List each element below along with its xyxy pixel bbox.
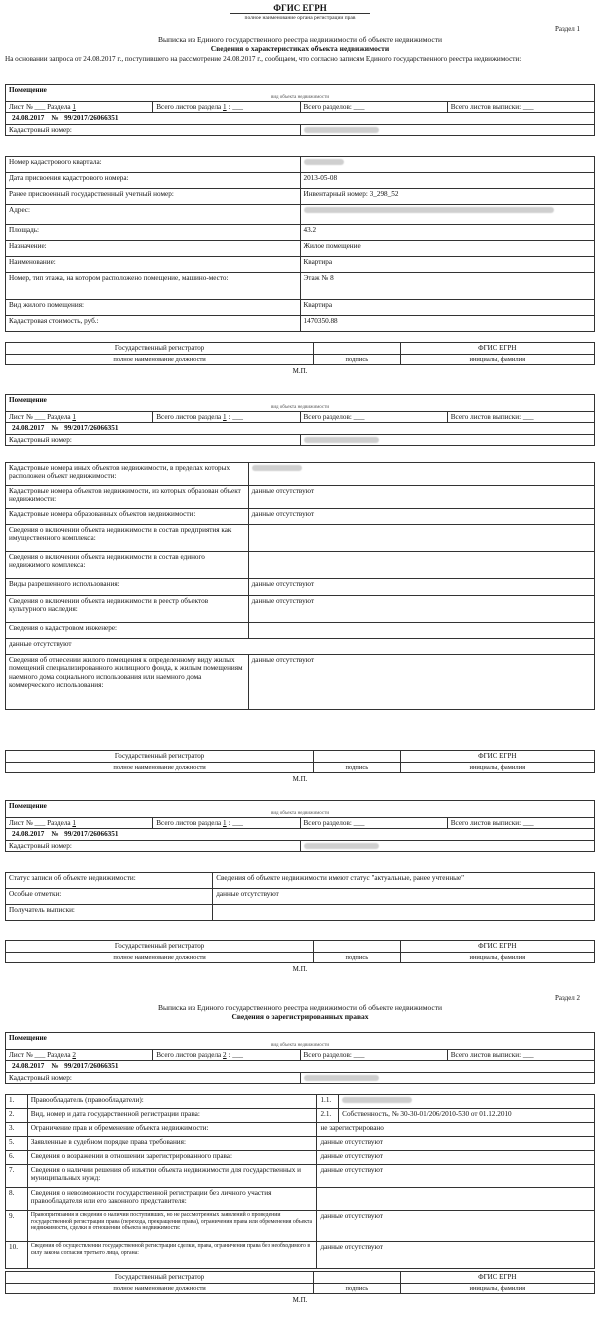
row-label: Назначение: xyxy=(6,241,301,257)
registrar-org: ФГИС ЕГРН xyxy=(400,941,594,953)
row-label: Сведения о включении объекта недвижимости в состав единого недвижимого комплекса: xyxy=(6,552,249,579)
row-num: 5. xyxy=(6,1137,28,1151)
cadastral-label: Кадастровый номер: xyxy=(6,840,301,851)
row-label: Сведения о возражении в отношении зарегистрированного права: xyxy=(27,1151,317,1165)
initials-caption: инициалы, фамилия xyxy=(400,355,594,365)
row-label: Особые отметки: xyxy=(6,889,213,905)
rights-row xyxy=(6,1165,595,1188)
row-value: 2013-05-08 xyxy=(300,173,595,189)
row-value xyxy=(248,623,594,639)
row-value xyxy=(300,205,595,225)
initials-caption: инициалы, фамилия xyxy=(400,763,594,773)
row-value: Квартира xyxy=(300,257,595,273)
row-note: данные отсутствуют xyxy=(6,639,595,655)
row-label: Кадастровые номера иных объектов недвижимости, в пределах которых расположен объект недвижимости: xyxy=(6,463,249,486)
row-label: Площадь: xyxy=(6,225,301,241)
status-row xyxy=(6,889,595,905)
row-value: Инвентарный номер: 3_298_52 xyxy=(300,189,595,205)
row-label: Ранее присвоенный государственный учетный номер: xyxy=(6,189,301,205)
row-num: 6. xyxy=(6,1151,28,1165)
object-header-block-4: Помещение вид объекта недвижимости Лист № ___ Раздела 2 Всего листов раздела 2 : ___ Всего разделов: ___ Всего листов выписки: ___ 24.08.2017 № 99/2017/26066351 Кадастровый номер: xyxy=(5,1032,595,1084)
page-subtitle: полное наименование органа регистрации прав xyxy=(244,15,356,21)
row-value xyxy=(213,905,595,921)
row-num: 9. xyxy=(6,1211,28,1242)
related-row xyxy=(6,596,595,623)
row-label: Адрес: xyxy=(6,205,301,225)
rights-row xyxy=(6,1242,595,1269)
page-title: ФГИС ЕГРН xyxy=(273,3,327,13)
characteristic-row xyxy=(6,205,595,225)
characteristic-row xyxy=(6,257,595,273)
related-objects-table xyxy=(5,462,595,710)
section-num: 1 xyxy=(72,103,76,112)
cadastral-number xyxy=(304,1075,379,1081)
extract-subtitle-2: Сведения о зарегистрированных правах xyxy=(231,1012,369,1021)
registrar-org: ФГИС ЕГРН xyxy=(400,751,594,763)
object-header-block-2: Помещение вид объекта недвижимости Лист № ___ Раздела 1 Всего листов раздела 1 : ___ Всего разделов: ___ Всего листов выписки: ___ 24.08.2017 № 99/2017/26066351 Кадастровый номер: xyxy=(5,394,595,446)
num-label: № xyxy=(51,1062,59,1071)
row-value xyxy=(248,525,594,552)
status-table xyxy=(5,872,595,921)
cadastral-number xyxy=(304,127,379,133)
object-type: Помещение xyxy=(6,801,595,812)
object-header-block-3: Помещение вид объекта недвижимости Лист № ___ Раздела 1 Всего листов раздела 1 : ___ Всего разделов: ___ Всего листов выписки: ___ 24.08.2017 № 99/2017/26066351 Кадастровый номер: xyxy=(5,800,595,852)
row-value: данные отсутствуют xyxy=(317,1137,595,1151)
row-label: Получатель выписки: xyxy=(6,905,213,921)
row-value: Сведения об объекте недвижимости имеют статус "актуальные, ранее учтенные" xyxy=(213,873,595,889)
rights-row xyxy=(6,1188,595,1211)
total-sheets-extract: Всего листов выписки: ___ xyxy=(447,1050,594,1061)
row-label: Виды разрешенного использования: xyxy=(6,579,249,596)
row-label: Заявленные в судебном порядке права требования: xyxy=(27,1137,317,1151)
row-label: Сведения о включении объекта недвижимости в состав предприятия как имущественного комплекса: xyxy=(6,525,249,552)
sheet-no: Лист № ___ Раздела xyxy=(9,1051,71,1060)
position-caption: полное наименование должности xyxy=(6,1284,314,1294)
rights-row xyxy=(6,1109,595,1123)
row-value: данные отсутствуют xyxy=(317,1151,595,1165)
total-sections: Всего разделов: ___ xyxy=(300,412,447,423)
cadastral-number xyxy=(304,437,379,443)
row-label: Сведения об осуществлении государственной регистрации сделки, права, ограничения права без необходимого в силу закона согласия третьего лица, органа: xyxy=(27,1242,317,1269)
characteristic-row xyxy=(6,189,595,205)
row-num: 10. xyxy=(6,1242,28,1269)
characteristic-row xyxy=(6,225,595,241)
row-value: Жилое помещение xyxy=(300,241,595,257)
row-value: данные отсутствуют xyxy=(213,889,595,905)
row-value: данные отсутствуют xyxy=(248,596,594,623)
related-row xyxy=(6,525,595,552)
rights-row xyxy=(6,1137,595,1151)
total-sheets-section: Всего листов раздела xyxy=(156,413,222,422)
rights-row xyxy=(6,1151,595,1165)
characteristic-row xyxy=(6,300,595,316)
row-value: данные отсутствуют xyxy=(317,1165,595,1188)
row-value: Собственность, № 30-30-01/206/2010-530 от 01.12.2010 xyxy=(339,1109,595,1123)
date: 24.08.2017 xyxy=(12,424,45,433)
cadastral-number xyxy=(304,843,379,849)
characteristic-row xyxy=(6,157,595,173)
registrar-org: ФГИС ЕГРН xyxy=(400,343,594,355)
cadastral-label: Кадастровый номер: xyxy=(6,434,301,445)
signature-caption: подпись xyxy=(314,953,400,963)
stamp-label: М.П. xyxy=(292,775,308,784)
total-sections: Всего разделов: ___ xyxy=(300,818,447,829)
row-value: данные отсутствуют xyxy=(317,1211,595,1242)
date: 24.08.2017 xyxy=(12,1062,45,1071)
section-label-2: Раздел 2 xyxy=(555,994,581,1002)
total-sections: Всего разделов: ___ xyxy=(300,1050,447,1061)
sheet-no: Лист № ___ Раздела xyxy=(9,413,71,422)
row-label: Ограничение прав и обременение объекта недвижимости: xyxy=(27,1123,317,1137)
row-num: 1. xyxy=(6,1095,28,1109)
row-value xyxy=(300,157,595,173)
row-value: Квартира xyxy=(300,300,595,316)
row-value: не зарегистрировано xyxy=(317,1123,595,1137)
signature-field xyxy=(314,751,400,763)
row-num: 3. xyxy=(6,1123,28,1137)
rights-row xyxy=(6,1095,595,1109)
row-value xyxy=(248,463,594,486)
section-num: 1 xyxy=(72,413,76,422)
intro-text: На основании запроса от 24.08.2017 г., поступившего на рассмотрение 24.08.2017 г., сообщаем, что согласно записям Единого государственного реестра недвижимости: xyxy=(5,55,522,63)
row-value xyxy=(317,1188,595,1211)
rights-table xyxy=(5,1094,595,1269)
row-value xyxy=(339,1095,595,1109)
record-number: 99/2017/26066351 xyxy=(64,114,119,123)
row-num: 8. xyxy=(6,1188,28,1211)
row-label: Сведения о невозможности государственной регистрации без личного участия правообладателя или его законного представителя: xyxy=(27,1188,317,1211)
row-label: Сведения об отнесении жилого помещения к определенному виду жилых помещений специализированного жилищного фонда, к жилым помещениям наемного дома социального использования или наемного дома коммерческого использования: xyxy=(6,655,249,710)
row-label: Правопритязания и сведения о наличии поступивших, но не рассмотренных заявлений о проведении государственной регистрации права (перехода, прекращения права), ограничения права или обременения объекта недвижимости, сделки в отношении объекта недвижимости: xyxy=(27,1211,317,1242)
related-row xyxy=(6,463,595,486)
characteristic-row xyxy=(6,173,595,189)
row-label: Сведения о включении объекта недвижимости в реестр объектов культурного наследия: xyxy=(6,596,249,623)
signature-field xyxy=(314,1272,400,1284)
object-kind-caption: вид объекта недвижимости xyxy=(6,95,595,101)
total-sections: Всего разделов: ___ xyxy=(300,102,447,113)
total-sheets-extract: Всего листов выписки: ___ xyxy=(447,412,594,423)
row-label: Сведения о наличии решения об изъятии объекта недвижимости для государственных и муниципальных нужд: xyxy=(27,1165,317,1188)
row-label: Вид жилого помещения: xyxy=(6,300,301,316)
num-label: № xyxy=(51,114,59,123)
row-label: Кадастровые номера образованных объектов недвижимости: xyxy=(6,509,249,525)
redacted-value xyxy=(304,207,554,213)
row-value: данные отсутствуют xyxy=(317,1242,595,1269)
row-label: Сведения о кадастровом инженере: xyxy=(6,623,249,639)
stamp-label: М.П. xyxy=(292,965,308,974)
row-label: Номер, тип этажа, на котором расположено помещение, машино-место: xyxy=(6,273,301,300)
initials-caption: инициалы, фамилия xyxy=(400,1284,594,1294)
row-label: Статус записи об объекте недвижимости: xyxy=(6,873,213,889)
signature-caption: подпись xyxy=(314,1284,400,1294)
related-row xyxy=(6,486,595,509)
section-sheets: 1 xyxy=(223,103,227,112)
row-label: Вид, номер и дата государственной регистрации права: xyxy=(27,1109,317,1123)
redacted-value xyxy=(304,159,344,165)
row-label: Наименование: xyxy=(6,257,301,273)
record-number: 99/2017/26066351 xyxy=(64,830,119,839)
status-row xyxy=(6,905,595,921)
date: 24.08.2017 xyxy=(12,114,45,123)
characteristic-row xyxy=(6,273,595,300)
redacted-value xyxy=(342,1097,412,1103)
row-value: 43.2 xyxy=(300,225,595,241)
status-row xyxy=(6,873,595,889)
position-caption: полное наименование должности xyxy=(6,355,314,365)
row-subnum: 2.1. xyxy=(317,1109,339,1123)
row-num: 7. xyxy=(6,1165,28,1188)
position-caption: полное наименование должности xyxy=(6,763,314,773)
row-label: Дата присвоения кадастрового номера: xyxy=(6,173,301,189)
sheet-no: Лист № ___ Раздела xyxy=(9,819,71,828)
object-header-block-1: Помещение вид объекта недвижимости Лист № ___ Раздела 1 Всего листов раздела 1 : ___ Всего разделов: ___ Всего листов выписки: ___ 24.08.2017 № 99/2017/26066351 Кадастровый номер: xyxy=(5,84,595,136)
row-value: Этаж № 8 xyxy=(300,273,595,300)
registrar-position: Государственный регистратор xyxy=(6,1272,314,1284)
row-num: 2. xyxy=(6,1109,28,1123)
characteristic-row xyxy=(6,316,595,332)
record-number: 99/2017/26066351 xyxy=(64,424,119,433)
signature-field xyxy=(314,941,400,953)
cadastral-label: Кадастровый номер: xyxy=(6,124,301,135)
object-type: Помещение xyxy=(6,85,595,96)
registrar-position: Государственный регистратор xyxy=(6,941,314,953)
row-value: данные отсутствуют xyxy=(248,509,594,525)
signature-block-4 xyxy=(5,1271,595,1305)
row-label: Кадастровая стоимость, руб.: xyxy=(6,316,301,332)
registrar-position: Государственный регистратор xyxy=(6,343,314,355)
row-value: данные отсутствуют xyxy=(248,655,594,710)
related-row xyxy=(6,655,595,710)
redacted-value xyxy=(252,465,302,471)
row-label: Правообладатель (правообладатели): xyxy=(27,1095,317,1109)
divider xyxy=(230,13,370,14)
related-row xyxy=(6,552,595,579)
extract-title-2: Выписка из Единого государственного реестра недвижимости об объекте недвижимости xyxy=(157,1003,443,1012)
registrar-org: ФГИС ЕГРН xyxy=(400,1272,594,1284)
object-type: Помещение xyxy=(6,395,595,406)
row-value: 1470350.88 xyxy=(300,316,595,332)
object-kind-caption: вид объекта недвижимости xyxy=(6,811,595,817)
section-sheets: 1 xyxy=(223,819,227,828)
row-label: Кадастровые номера объектов недвижимости, из которых образован объект недвижимости: xyxy=(6,486,249,509)
related-row xyxy=(6,623,595,639)
stamp-label: М.П. xyxy=(292,367,308,376)
characteristic-row xyxy=(6,241,595,257)
record-number: 99/2017/26066351 xyxy=(64,1062,119,1071)
characteristics-table xyxy=(5,155,595,332)
num-label: № xyxy=(51,424,59,433)
row-value: данные отсутствуют xyxy=(248,486,594,509)
note-row xyxy=(6,639,595,655)
row-label: Номер кадастрового квартала: xyxy=(6,157,301,173)
signature-caption: подпись xyxy=(314,763,400,773)
num-label: № xyxy=(51,830,59,839)
position-caption: полное наименование должности xyxy=(6,953,314,963)
object-kind-caption: вид объекта недвижимости xyxy=(6,405,595,411)
signature-block-3 xyxy=(5,940,595,974)
signature-block-1 xyxy=(5,342,595,376)
sheet-no: Лист № ___ Раздела xyxy=(9,103,71,112)
cadastral-label: Кадастровый номер: xyxy=(6,1072,301,1083)
row-value: данные отсутствуют xyxy=(248,579,594,596)
section-sheets: 2 xyxy=(223,1051,227,1060)
stamp-label: М.П. xyxy=(292,1296,308,1305)
rights-row xyxy=(6,1211,595,1242)
total-sheets-extract: Всего листов выписки: ___ xyxy=(447,102,594,113)
total-sheets-section: Всего листов раздела xyxy=(156,103,222,112)
total-sheets-section: Всего листов раздела xyxy=(156,819,222,828)
signature-caption: подпись xyxy=(314,355,400,365)
object-kind-caption: вид объекта недвижимости xyxy=(6,1043,595,1049)
section-sheets: 1 xyxy=(223,413,227,422)
row-subnum: 1.1. xyxy=(317,1095,339,1109)
signature-field xyxy=(314,343,400,355)
object-type: Помещение xyxy=(6,1033,595,1044)
rights-row xyxy=(6,1123,595,1137)
total-sheets-extract: Всего листов выписки: ___ xyxy=(447,818,594,829)
signature-block-2 xyxy=(5,750,595,784)
section-num: 2 xyxy=(72,1051,76,1060)
row-value xyxy=(248,552,594,579)
extract-subtitle: Сведения о характеристиках объекта недвижимости xyxy=(210,44,390,53)
date: 24.08.2017 xyxy=(12,830,45,839)
total-sheets-section: Всего листов раздела xyxy=(156,1051,222,1060)
section-label: Раздел 1 xyxy=(555,25,581,33)
section-num: 1 xyxy=(72,819,76,828)
related-row xyxy=(6,509,595,525)
related-row xyxy=(6,579,595,596)
initials-caption: инициалы, фамилия xyxy=(400,953,594,963)
extract-title: Выписка из Единого государственного реестра недвижимости об объекте недвижимости xyxy=(157,35,443,44)
registrar-position: Государственный регистратор xyxy=(6,751,314,763)
